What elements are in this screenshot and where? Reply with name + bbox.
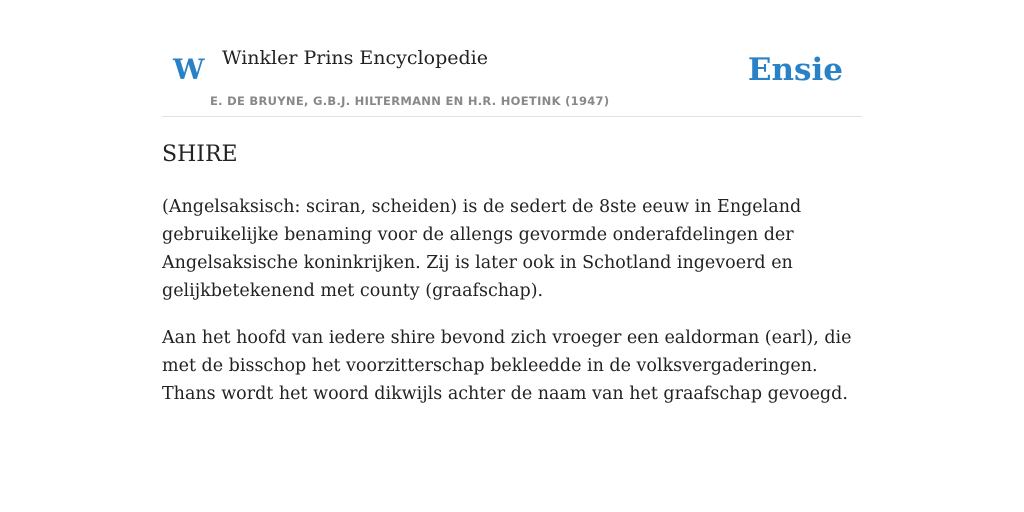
article [162,140,862,427]
article-headword: SHIRE [162,142,238,167]
ensie-logo[interactable]: Ensie [747,52,843,88]
article-paragraph: (Angelsaksisch: sciran, scheiden) is de sedert de 8ste eeuw in Engeland gebruikelijke benaming voor de allengs gevormde onderafdelingen der Angelsaksische koninkrijken. Zij is later ook in Schotland ingevoerd en gelijkbetekenend met county (graafschap). [162,197,802,301]
article-paragraph: Aan het hoofd van iedere shire bevond zich vroeger een ealdorman (earl), die met de bisschop het voorzitterschap bekleedde in de volksvergaderingen. Thans wordt het woord dikwijls achter de naam van het graafschap gevoegd. [162,328,852,404]
publication-title[interactable]: Winkler Prins Encyclopedie [222,47,488,69]
source-header [162,0,862,117]
publication-authors: E. DE BRUYNE, G.B.J. HILTERMANN EN H.R. HOETINK (1947) [210,94,610,108]
winkler-prins-logo[interactable]: W [173,53,205,86]
